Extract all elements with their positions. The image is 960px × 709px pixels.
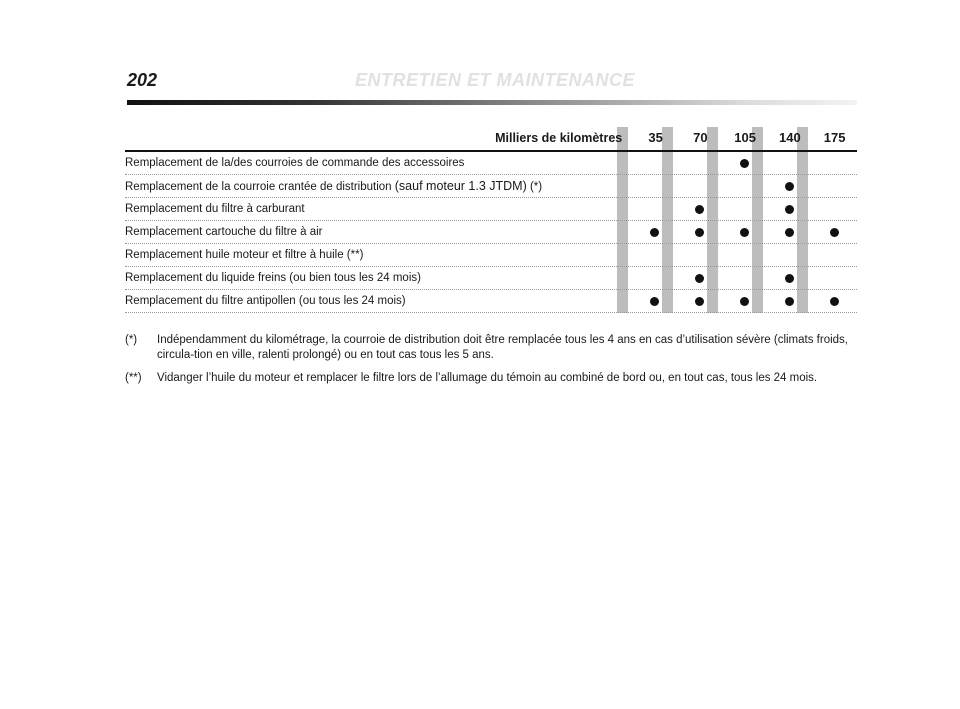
- interval-cell: [722, 198, 767, 220]
- bullet-icon: [695, 228, 704, 237]
- row-label-text: Remplacement cartouche du filtre à air: [125, 226, 323, 238]
- bullet-icon: [785, 182, 794, 191]
- row-label-text: Remplacement de la courroie crantée de distribution: [125, 181, 392, 193]
- row-label-text: Remplacement huile moteur et filtre à huile (**): [125, 249, 364, 261]
- row-label: [125, 244, 632, 266]
- column-header: 105: [734, 130, 756, 145]
- footnote-mark: (**): [125, 372, 142, 384]
- row-label-text: Remplacement du liquide freins (ou bien tous les 24 mois): [125, 272, 421, 284]
- table-body: [125, 152, 857, 313]
- interval-cell: [722, 244, 767, 266]
- bullet-icon: [695, 274, 704, 283]
- section-title: ENTRETIEN ET MAINTENANCE: [355, 70, 636, 90]
- interval-cell: [812, 244, 857, 266]
- row-label: [125, 267, 632, 289]
- interval-cell: [767, 290, 812, 312]
- bullet-icon: [695, 205, 704, 214]
- interval-cell: [677, 221, 722, 243]
- table-row: [125, 175, 857, 198]
- row-label: [125, 175, 632, 197]
- row-label: [125, 198, 632, 220]
- table-row: [125, 152, 857, 175]
- interval-cell: [632, 221, 677, 243]
- interval-cell: [812, 221, 857, 243]
- row-label-text: Remplacement de la/des courroies de commande des accessoires: [125, 157, 465, 169]
- table-row: [125, 244, 857, 267]
- header-rule: [127, 100, 857, 105]
- interval-cell: [767, 244, 812, 266]
- column-header: 70: [693, 130, 708, 145]
- bullet-icon: [830, 297, 839, 306]
- interval-cell: [632, 290, 677, 312]
- interval-cell: [767, 175, 812, 197]
- interval-cell: [677, 267, 722, 289]
- interval-cell: [722, 290, 767, 312]
- column-header: 35: [648, 130, 663, 145]
- footnote-text: Indépendamment du kilométrage, la courroie de distribution doit être remplacée tous les 4 ans en cas d’utilisation sévère (climats froids, circula-tion en ville, ralenti prolongé) ou en tout cas tous les 5 ans.: [157, 334, 848, 361]
- interval-cell: [722, 221, 767, 243]
- bullet-icon: [740, 297, 749, 306]
- interval-cell: [677, 244, 722, 266]
- header-label: Milliers de kilomètres: [495, 130, 623, 145]
- interval-cell: [632, 175, 677, 197]
- row-label-text: Remplacement du filtre à carburant: [125, 203, 305, 215]
- row-label-suffix: (sauf moteur 1.3 JTDM): [394, 179, 527, 193]
- footnote-mark: (*): [125, 334, 138, 346]
- table-header-row: [125, 127, 857, 148]
- bullet-icon: [830, 228, 839, 237]
- page-number: 202: [127, 70, 158, 90]
- interval-cell: [722, 175, 767, 197]
- table-row: [125, 267, 857, 290]
- bullet-icon: [740, 228, 749, 237]
- interval-cell: [677, 198, 722, 220]
- footnotes: [125, 333, 860, 394]
- table-row: [125, 221, 857, 244]
- row-label: [125, 152, 632, 174]
- interval-cell: [722, 267, 767, 289]
- maintenance-table: [125, 127, 857, 313]
- interval-cell: [632, 198, 677, 220]
- bullet-icon: [785, 205, 794, 214]
- row-label: [125, 221, 632, 243]
- interval-cell: [812, 152, 857, 174]
- interval-cell: [767, 152, 812, 174]
- column-header: 140: [779, 130, 801, 145]
- bullet-icon: [785, 228, 794, 237]
- footnote: [125, 333, 860, 363]
- bullet-icon: [695, 297, 704, 306]
- bullet-icon: [785, 297, 794, 306]
- interval-cell: [812, 267, 857, 289]
- interval-cell: [812, 198, 857, 220]
- interval-cell: [767, 198, 812, 220]
- interval-cell: [632, 152, 677, 174]
- interval-cell: [632, 267, 677, 289]
- row-label: [125, 290, 632, 312]
- interval-cell: [632, 244, 677, 266]
- interval-cell: [767, 267, 812, 289]
- table-row: [125, 198, 857, 221]
- interval-cell: [767, 221, 812, 243]
- bullet-icon: [650, 297, 659, 306]
- row-label-text: Remplacement du filtre antipollen (ou tous les 24 mois): [125, 295, 406, 307]
- interval-cell: [677, 175, 722, 197]
- interval-cell: [677, 290, 722, 312]
- footnote-text: Vidanger l’huile du moteur et remplacer le filtre lors de l’allumage du témoin au combiné de bord ou, en tout cas, tous les 24 mois.: [157, 372, 818, 384]
- bullet-icon: [785, 274, 794, 283]
- interval-cell: [677, 152, 722, 174]
- row-label-note: (*): [529, 181, 543, 193]
- bullet-icon: [650, 228, 659, 237]
- interval-cell: [812, 175, 857, 197]
- table-row: [125, 290, 857, 313]
- footnote: [125, 371, 860, 386]
- column-header: 175: [823, 130, 846, 145]
- interval-cell: [722, 152, 767, 174]
- interval-cell: [812, 290, 857, 312]
- bullet-icon: [740, 159, 749, 168]
